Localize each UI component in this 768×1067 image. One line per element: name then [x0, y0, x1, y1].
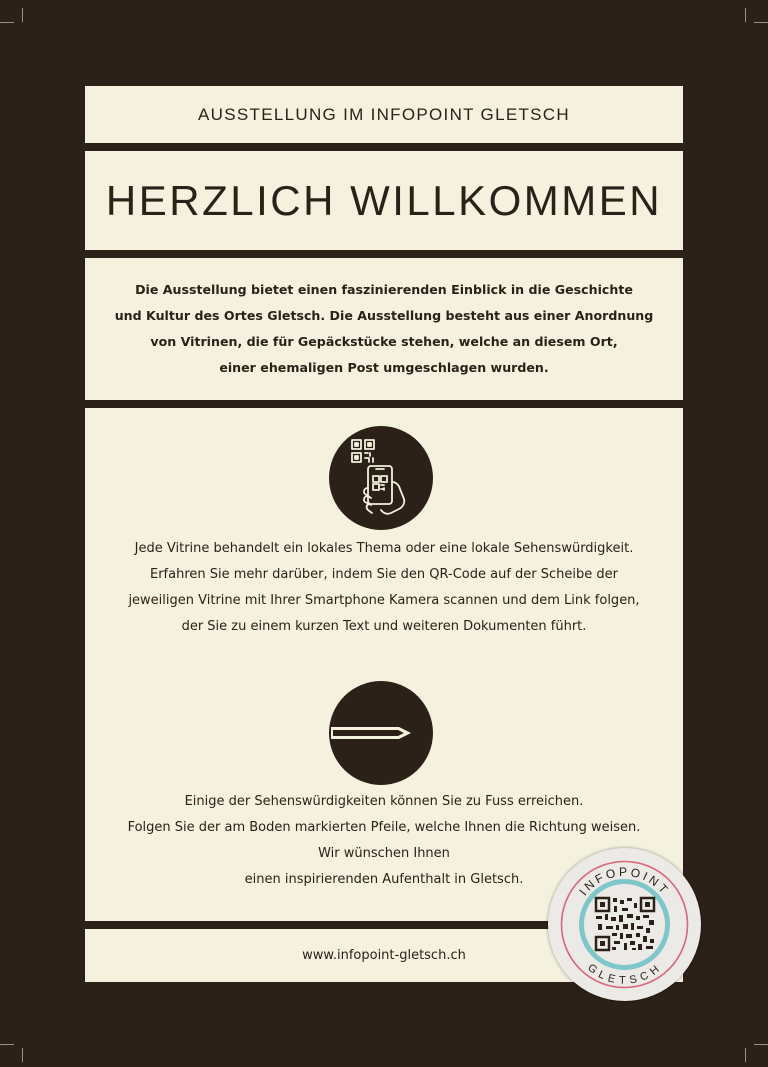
qr-line: Erfahren Sie mehr darüber, indem Sie den QR-Code auf der Scheibe der [149, 567, 619, 582]
qr-line: jeweiligen Vitrine mit Ihrer Smartphone Kamera scannen und dem Link folgen, [128, 593, 640, 608]
crop-mark [754, 22, 768, 23]
website-link[interactable]: www.infopoint-gletsch.ch [302, 948, 466, 963]
page-title: HERZLICH WILLKOMMEN [105, 176, 663, 224]
arrow-line: Einige der Sehenswürdigkeiten können Sie zu Fuss erreichen. [184, 794, 584, 809]
arrow-line: Wir wünschen Ihnen [318, 846, 450, 861]
exhibition-subtitle: AUSSTELLUNG IM INFOPOINT GLETSCH [198, 104, 570, 124]
intro-line: einer ehemaligen Post umgeschlagen wurden. [219, 360, 549, 375]
sticker-bottom-text: GLETSCH [585, 961, 664, 987]
main-panel [85, 408, 683, 921]
subtitle-panel [85, 86, 683, 143]
qr-instructions [85, 536, 683, 640]
intro-line: Die Ausstellung bietet einen faszinierenden Einblick in die Geschichte [135, 282, 633, 297]
crop-mark [745, 1048, 746, 1062]
crop-mark [22, 8, 23, 22]
arrow-line: Folgen Sie der am Boden markierten Pfeile, welche Ihnen die Richtung weisen. [127, 820, 641, 835]
intro-line: von Vitrinen, die für Gepäckstücke stehen, welche an diesem Ort, [150, 334, 618, 349]
qr-line: der Sie zu einem kurzen Text und weiteren Dokumenten führt. [181, 619, 587, 634]
crop-mark [0, 22, 14, 23]
intro-line: und Kultur des Ortes Gletsch. Die Ausstellung besteht aus einer Anordnung [114, 308, 654, 323]
qr-code-icon [596, 898, 654, 950]
qr-paragraph [85, 536, 683, 640]
arrow-line: einen inspirierenden Aufenthalt in Gletsch. [244, 872, 524, 887]
crop-mark [22, 1048, 23, 1062]
qr-line: Jede Vitrine behandelt ein lokales Thema oder eine lokale Sehenswürdigkeit. [134, 541, 634, 556]
sticker-top-text: INFOPOINT [576, 865, 673, 899]
intro-paragraph [115, 277, 654, 381]
infopoint-sticker [548, 848, 701, 1001]
crop-mark [745, 8, 746, 22]
title-panel [85, 151, 683, 250]
crop-mark [754, 1044, 768, 1045]
crop-mark [0, 1044, 14, 1045]
floor-arrow-icon [329, 681, 433, 785]
intro-panel [85, 258, 683, 400]
phone-qr-scan-icon [329, 426, 433, 530]
